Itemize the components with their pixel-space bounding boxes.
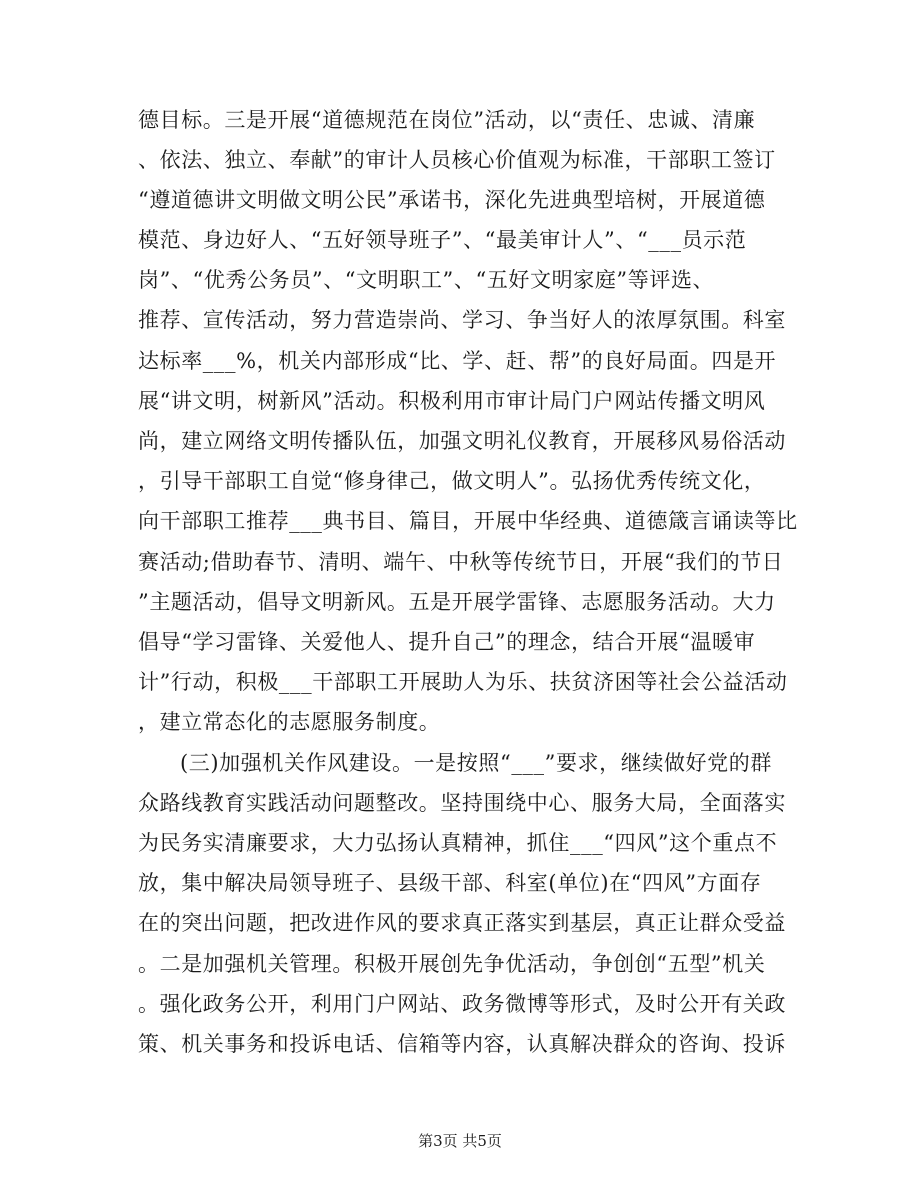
- text-line: ”主题活动，倡导文明新风。五是开展学雷锋、志愿服务活动。大力: [138, 590, 776, 614]
- text-line: 。二是加强机关管理。积极开展创先争优活动，争创创“五型”机关: [138, 952, 766, 976]
- text-line: 向干部职工推荐___典书目、篇目，开展中华经典、道德箴言诵读等比: [138, 509, 798, 533]
- text-line: 策、机关事务和投诉电话、信箱等内容，认真解决群众的咨询、投诉: [138, 1032, 786, 1056]
- text-line: 赛活动;借助春节、清明、端午、中秋等传统节日，开展“我们的节日: [138, 550, 784, 574]
- text-line: 放，集中解决局领导班子、县级干部、科室(单位)在“四风”方面存: [138, 871, 762, 895]
- section-heading-line: (三)加强机关作风建设。一是按照“___”要求，继续做好党的群: [180, 751, 772, 775]
- text-line: ，建立常态化的志愿服务制度。: [138, 710, 441, 734]
- page-number: 第3页 共5页: [418, 1132, 502, 1150]
- text-line: 计”行动，积极___干部职工开展助人为乐、扶贫济困等社会公益活动: [138, 670, 788, 694]
- text-line: “遵道德讲文明做文明公民”承诺书，深化先进典型培树，开展道德: [138, 188, 766, 212]
- text-line: 尚，建立网络文明传播队伍，加强文明礼仪教育，开展移风易俗活动: [138, 429, 786, 453]
- text-line: ，引导干部职工自觉“修身律己，做文明人”。弘扬优秀传统文化，: [138, 469, 766, 493]
- text-line: 推荐、宣传活动，努力营造崇尚、学习、争当好人的浓厚氛围。科室: [138, 308, 786, 332]
- text-line: 展“讲文明，树新风”活动。积极利用市审计局门户网站传播文明风: [138, 389, 766, 413]
- text-line: 、依法、独立、奉献”的审计人员核心价值观为标准，干部职工签订: [138, 148, 776, 172]
- text-line: 模范、身边好人、“五好领导班子”、“最美审计人”、“___员示范: [138, 228, 747, 252]
- text-line: 众路线教育实践活动问题整改。坚持围绕中心、服务大局，全面落实: [138, 791, 786, 815]
- text-line: 达标率___%，机关内部形成“比、学、赶、帮”的良好局面。四是开: [138, 349, 777, 373]
- text-line: 岗”、“优秀公务员”、“文明职工”、“五好文明家庭”等评选、: [138, 268, 715, 292]
- text-line: 德目标。三是开展“道德规范在岗位”活动，以“责任、忠诚、清廉: [138, 108, 756, 132]
- text-line: 。强化政务公开，利用门户网站、政务微博等形式，及时公开有关政: [138, 992, 786, 1016]
- text-line: 倡导“学习雷锋、关爱他人、提升自己”的理念，结合开展“温暖审: [138, 630, 756, 654]
- text-line: 为民务实清廉要求，大力弘扬认真精神，抓住___“四风”这个重点不: [138, 831, 778, 855]
- text-line: 在的突出问题，把改进作风的要求真正落实到基层，真正让群众受益: [138, 911, 786, 935]
